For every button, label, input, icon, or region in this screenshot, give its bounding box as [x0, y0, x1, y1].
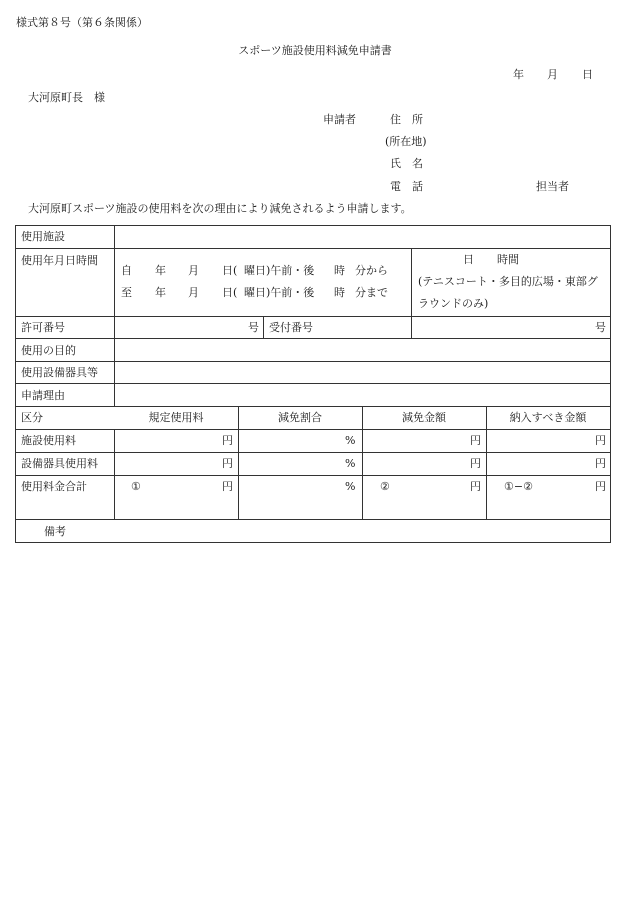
form-number: 様式第８号（第６条関係）	[16, 16, 148, 29]
receipt-number-label: 受付番号	[269, 321, 313, 334]
equipment-label: 使用設備器具等	[21, 366, 98, 379]
applicant-location: (所在地)	[385, 135, 427, 148]
days-label: 日	[463, 253, 474, 266]
date-year: 年	[513, 68, 524, 81]
datetime-label: 使用年月日時間	[21, 254, 98, 267]
date-day: 日	[582, 68, 593, 81]
facility-note-line1: (テニスコート・多目的広場・東部グ	[418, 275, 598, 288]
hours-label: 時間	[497, 253, 519, 266]
permit-number-label: 許可番号	[21, 321, 65, 334]
applicant-phone: 電 話	[390, 180, 423, 193]
document-title: スポーツ施設使用料減免申請書	[238, 44, 392, 57]
applicant-address: 住 所	[390, 113, 423, 126]
reason-label: 申請理由	[21, 389, 65, 402]
facility-label: 使用施設	[21, 230, 65, 243]
receipt-go: 号	[595, 321, 606, 334]
applicant-name: 氏 名	[390, 157, 423, 170]
person-in-charge: 担当者	[536, 180, 569, 193]
date-month: 月	[547, 68, 558, 81]
permit-go: 号	[248, 321, 259, 334]
purpose-label: 使用の目的	[21, 344, 76, 357]
remarks-label: 備考	[44, 525, 66, 538]
applicant-label: 申請者	[323, 113, 356, 126]
addressee: 大河原町長 様	[28, 91, 105, 104]
intro-text: 大河原町スポーツ施設の使用料を次の理由により減免されるよう申請します。	[28, 202, 412, 215]
facility-note-line2: ラウンドのみ)	[418, 297, 489, 310]
